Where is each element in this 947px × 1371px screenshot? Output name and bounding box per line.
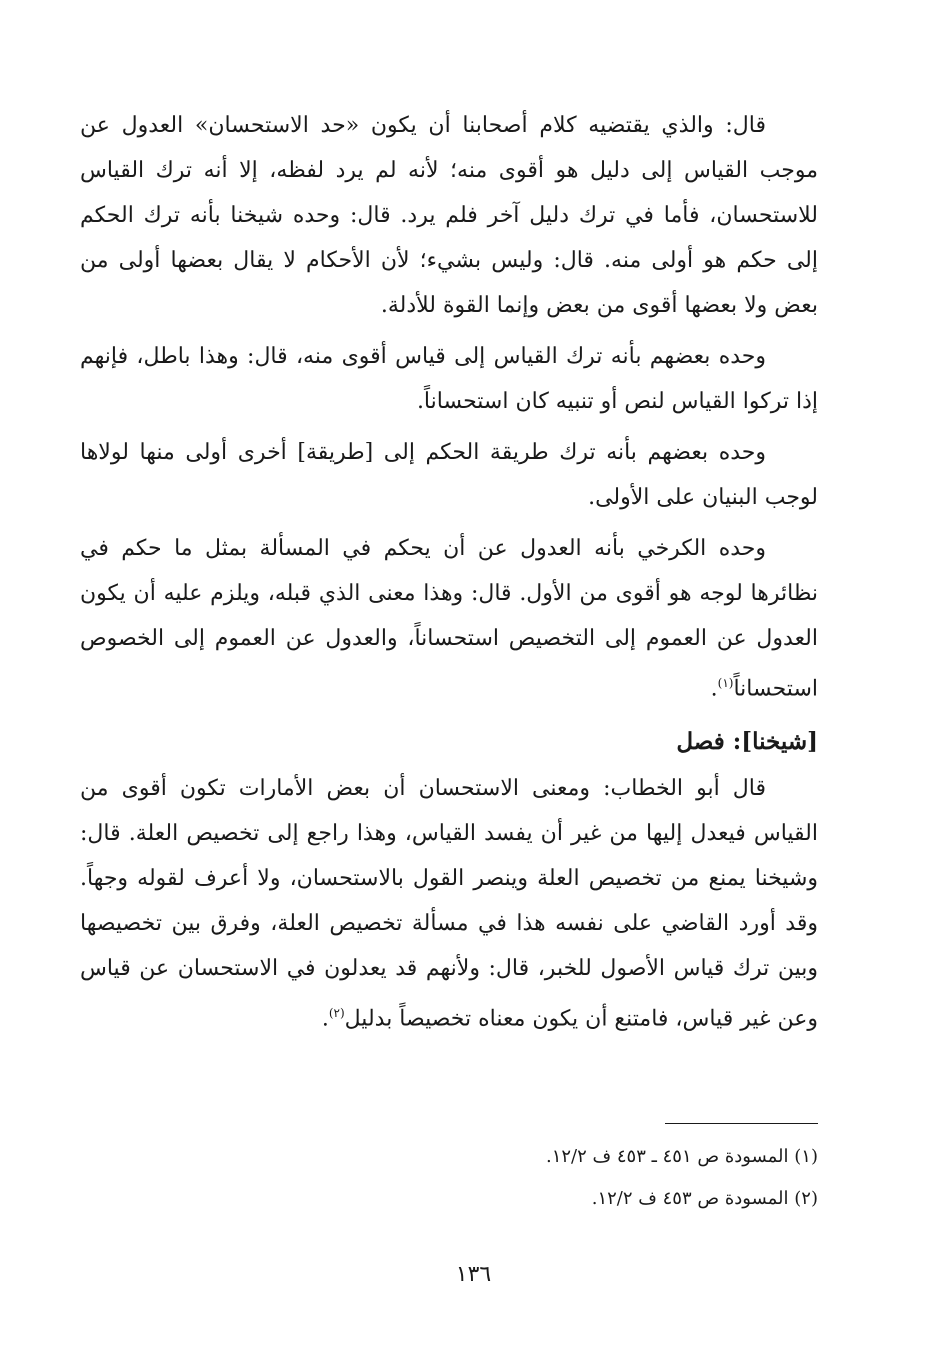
paragraph-4-text: وحده الكرخي بأنه العدول عن أن يحكم في المسألة بمثل ما حكم في نظائرها لوجه هو أقوى من الأول. قال: وهذا معنى الذي قبله، ويلزم عليه أن يكون العدول عن العموم إلى التخصيص استحساناً، والعدول عن العموم إلى الخصوص استحساناً [80, 536, 818, 702]
main-text [80, 103, 818, 1048]
footnote-1: (١) المسودة ص ٤٥١ ـ ٤٥٣ ف ١٢/٢. [545, 1146, 818, 1167]
section-paragraph [80, 766, 818, 1041]
paragraph-4-end: . [710, 676, 718, 702]
footnote-marker-2[interactable]: (٢) [328, 1006, 345, 1021]
footnote-2: (٢) المسودة ص ٤٥٣ ف ١٢/٢. [591, 1188, 818, 1209]
paragraph-3: وحده بعضهم بأنه ترك طريقة الحكم إلى [طريقة] أخرى أولى منها لولاها لوجب البنيان على الأولى. [80, 440, 818, 510]
paragraph-4 [80, 526, 818, 711]
paragraph-2: وحده بعضهم بأنه ترك القياس إلى قياس أقوى منه، قال: وهذا باطل، فإنهم إذا تركوا القياس لنص أو تنبيه كان استحساناً. [80, 344, 818, 414]
footnote-marker-1[interactable]: (١) [717, 676, 734, 690]
section-heading-label: [شيخنا]: [732, 728, 818, 756]
section-heading-title: فصل [676, 728, 725, 756]
section-paragraph-end: . [321, 1006, 329, 1032]
paragraph-1: قال: والذي يقتضيه كلام أصحابنا أن يكون «حد الاستحسان» العدول عن موجب القياس إلى دليل هو أقوى منه؛ لأنه لم يرد لفظه، إلا أنه ترك القياس للاستحسان، فأما في ترك دليل آخر فلم يرد. قال: وحده شيخنا بأنه ترك الحكم إلى حكم هو أولى منه. قال: وليس بشيء؛ لأن الأحكام لا يقال بعضها أولى من بعض ولا بعضها أقوى من بعض وإنما القوة للأدلة. [80, 113, 818, 318]
page-number: ١٣٦ [455, 1262, 492, 1287]
footnotes [80, 1136, 818, 1220]
footnote-divider [665, 1123, 818, 1124]
section-heading [80, 719, 818, 764]
section-paragraph-text: قال أبو الخطاب: ومعنى الاستحسان أن بعض الأمارات تكون أقوى من القياس فيعدل إليها من غير أن يفسد القياس، وهذا راجع إلى تخصيص العلة. قال: وشيخنا يمنع من تخصيص العلة وينصر القول بالاستحسان، ولا أعرف لقوله وجهاً. وقد أورد القاضي على نفسه هذا في مسألة تخصيص العلة، وفرق بين تخصيصها وبين ترك قياس الأصول للخبر، قال: ولأنهم قد يعدلون في الاستحسان عن قياس وعن غير قياس، فامتنع أن يكون معناه تخصيصاً بدليل [80, 776, 818, 1032]
